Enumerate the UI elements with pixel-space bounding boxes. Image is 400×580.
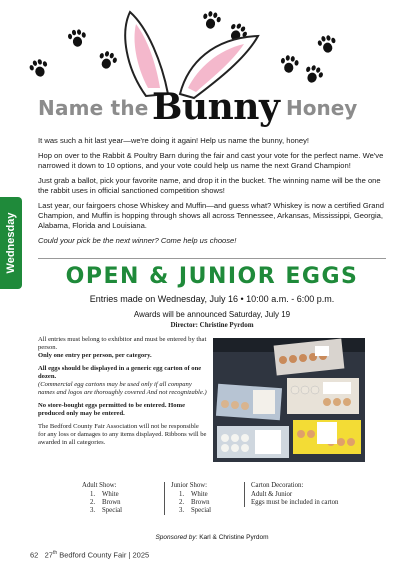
adult-show-column [82,482,162,515]
sponsor-names: Karl & Christine Pyrdom [199,534,269,541]
rule-text-bold: No store-bought eggs permitted to be entered. Home produced only may be entered. [38,402,185,417]
list-item [171,491,244,499]
list-label: White [191,491,208,498]
rule-item [38,423,208,447]
section-divider [38,258,386,259]
director-line [38,321,386,329]
paw-print-icon [299,61,327,89]
list-item [82,499,162,507]
list-item [171,507,244,515]
list-label: Brown [191,499,210,506]
awards-info: Awards will be announced Saturday, July 19 [133,310,291,319]
day-side-tab-label: Wednesday [5,212,17,274]
paw-print-icon [277,53,301,77]
paw-print-icon [64,26,89,51]
list-label: White [102,491,119,498]
list-label: Brown [102,499,121,506]
list-item [82,491,162,499]
page-number: 62 [30,550,39,560]
rule-text-bold: Only one entry per person, per category. [38,352,152,359]
carton-decoration-line: Eggs must be included in carton [251,499,339,506]
rule-text: The Bedford County Fair Association will not be responsible for any loss or damages to any items displayed. Ribbons will be awarded in all categories. [38,423,207,446]
list-number: 1. [179,491,185,498]
page-title [0,86,400,132]
sponsor-label: Sponsored by: [155,534,198,541]
edition-number: 27 [44,550,53,560]
paw-print-icon [25,55,53,83]
adult-show-heading: Adult Show: [82,482,117,489]
title-bunny: Bunny [152,86,280,128]
carton-decoration-column [244,482,364,507]
intro-paragraph: It was such a hit last year—we're doing it again! Help us name the bunny, honey! [38,136,310,145]
page-footer [30,550,149,560]
paw-print-icon [314,32,341,59]
rule-item [38,365,208,397]
publication-name: Bedford County Fair [59,550,127,560]
intro-closing: Could your pick be the next winner? Come help us choose! [38,236,237,245]
list-label: Special [191,507,212,514]
egg-cartons-photo [213,338,365,462]
list-label: Special [102,507,123,514]
junior-show-heading: Junior Show: [171,482,208,489]
list-number: 3. [90,507,96,514]
section-title: OPEN & JUNIOR EGGS [65,264,359,289]
rule-text: All entries must belong to exhibitor and must be entered by that person. [38,336,207,351]
title-honey: Honey [286,96,358,120]
intro-paragraph: Last year, our fairgoers chose Whiskey and Muffin—and guess what? Whiskey is now a certified Grand Champion, and Muffin is hopping through shows all across Tennessee, Arkansas, Mississippi, Georgia, Alabama, Florida and Louisiana. [38,201,384,230]
junior-show-list [171,491,244,515]
director-name: Christine Pyrdom [199,321,254,329]
carton-decoration-heading: Carton Decoration: [251,482,304,489]
list-number: 2. [90,499,96,506]
day-side-tab [0,197,22,289]
rule-text-italic: (Commercial egg cartons may be used only if all company names and logos are thoroughly covered And not recognizable.) [38,381,207,396]
paw-print-icon [94,48,121,75]
rule-item [38,336,208,360]
director-label: Director: [170,321,198,329]
intro-paragraph: Hop on over to the Rabbit & Poultry Barn during the fair and cast your vote for the perfect name. We've narrowed it down to 10 options, and your vote could help us name the next Grand Champion! [38,151,384,170]
intro-text [38,136,386,251]
edition-suffix: th [52,550,58,556]
sponsor-line [38,534,386,541]
footer-separator: | [128,550,131,560]
junior-show-column [164,482,244,515]
adult-show-list [82,491,162,515]
rule-text-bold: All eggs should be displayed in a generic egg carton of one dozen. [38,365,202,380]
carton-decoration-line: Adult & Junior [251,491,293,498]
list-number: 3. [179,507,185,514]
rule-item [38,402,208,418]
rules-text [38,336,208,452]
list-item [171,499,244,507]
entries-info: Entries made on Wednesday, July 16 • 10:00 a.m. - 6:00 p.m. [89,294,335,304]
list-number: 1. [90,491,96,498]
list-number: 2. [179,499,185,506]
categories [38,482,386,528]
list-item [82,507,162,515]
title-name-the: Name the [38,96,149,120]
publication-year: 2025 [132,550,150,560]
intro-paragraph: Just grab a ballot, pick your favorite name, and drop it in the bucket. The winning name will be the one the rabbit uses in official sanctioned competition shows! [38,176,381,195]
